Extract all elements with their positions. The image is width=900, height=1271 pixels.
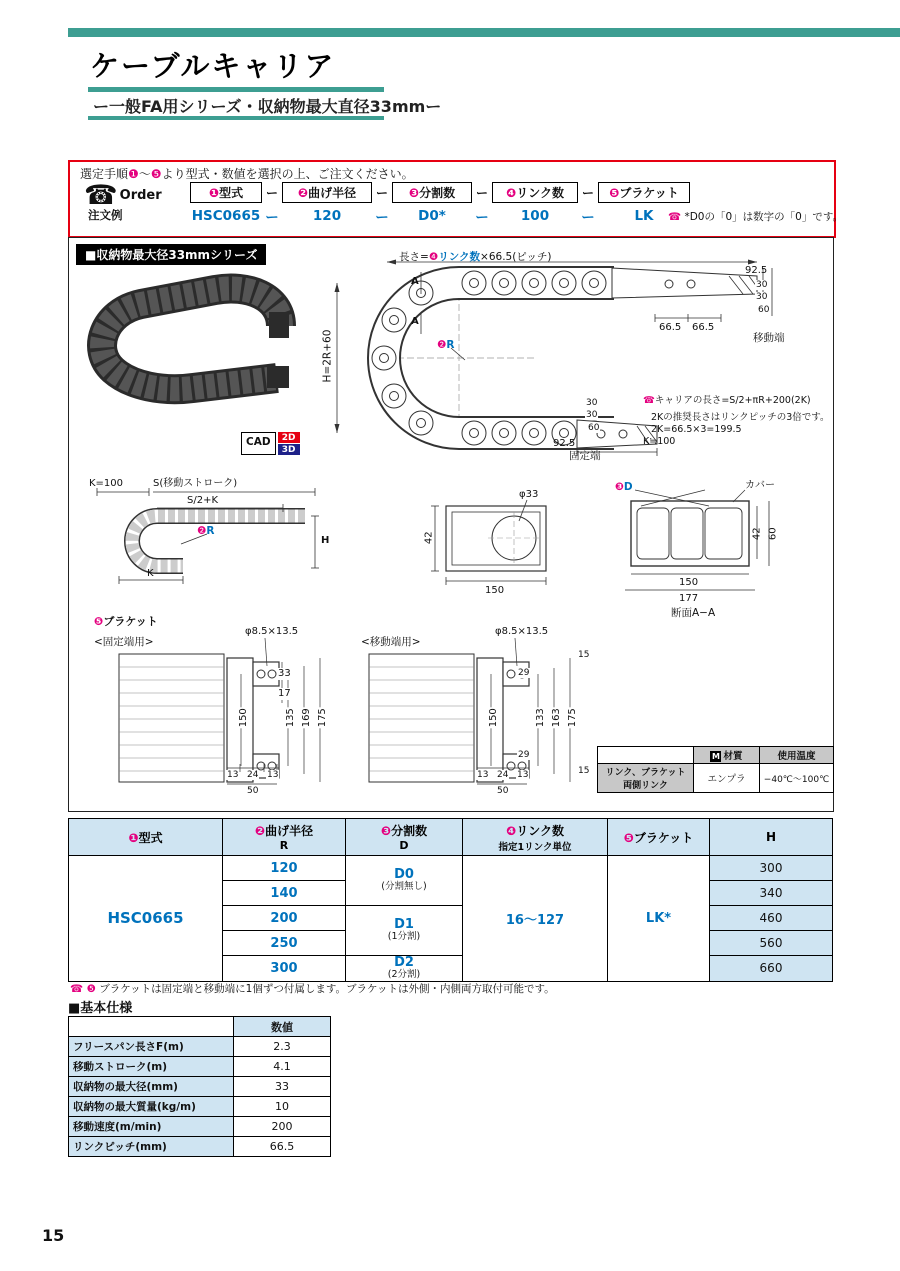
selection-table-header-row	[69, 819, 833, 856]
division-cell: D0 (分割無し)	[346, 856, 463, 906]
bracket-heading: ❺ブラケット	[94, 615, 158, 628]
dim-label: 150	[485, 585, 505, 596]
dim-label: 66.5	[692, 322, 715, 333]
circled-5: ❺	[623, 830, 634, 845]
dim-label: 24	[497, 770, 509, 780]
moving-end-label: 移動端	[753, 332, 785, 344]
dim-label: 13	[477, 770, 489, 780]
h-value-cell: 340	[710, 881, 833, 906]
dash: ー	[375, 185, 388, 200]
links-cell: 16〜127	[463, 856, 608, 982]
length-formula: 長さ=❹リンク数×66.5(ピッチ)	[399, 251, 552, 263]
field-label: 曲げ半径	[308, 185, 357, 200]
spec-value-header: 数値	[234, 1017, 331, 1037]
division-cell: D2 (2分割)	[346, 956, 463, 982]
spec-row	[69, 1097, 331, 1117]
section-caption: 断面A−A	[671, 607, 716, 619]
spec-label: フリースパン長さF(m)	[69, 1037, 234, 1057]
circled-3: ❸	[408, 185, 420, 200]
field-label: 分割数	[419, 185, 456, 200]
dim-label: 92.5	[553, 438, 576, 449]
circled-3: ❸	[380, 824, 392, 838]
page-title: ケーブルキャリア	[90, 49, 336, 83]
dim-label: 175	[316, 708, 328, 728]
radius-value-cell: 140	[223, 881, 346, 906]
radius-callout: ❷R	[197, 525, 215, 537]
hole-size-label: φ8.5×13.5	[495, 626, 549, 637]
radius-value-cell: 250	[223, 931, 346, 956]
order-instruction-pre: 選定手順	[80, 167, 129, 181]
dim-label: H	[321, 535, 330, 546]
order-value-model: HSC0665	[191, 208, 261, 224]
footnote-text: *D0の「0」は数字の「0」です。	[684, 211, 843, 223]
order-footnote	[668, 209, 843, 224]
temp-header-cell: 使用温度	[760, 747, 834, 764]
header-links: ❹リンク数 指定1リンク単位	[463, 819, 608, 856]
dim-label: 133	[534, 708, 546, 728]
dim-label: 15	[578, 766, 590, 776]
length-note-line2: 2Kの推奨長さはリンクピッチの3倍です。	[651, 412, 830, 423]
dim-label: 13	[227, 770, 239, 780]
phone-icon: ☎	[84, 180, 118, 211]
spec-value: 33	[234, 1077, 331, 1097]
h-formula-label: H=2R+60	[321, 329, 334, 383]
dim-label: 150	[487, 708, 499, 728]
spec-value: 66.5	[234, 1137, 331, 1157]
spec-row	[69, 1117, 331, 1137]
circled-3: ❸	[615, 481, 624, 493]
circled-5: ❺	[150, 167, 162, 181]
dim-label: 42	[751, 527, 763, 541]
bracket-cell: LK*	[608, 856, 710, 982]
spec-label: 移動速度(m/min)	[69, 1117, 234, 1137]
dim-label: 135	[284, 708, 296, 728]
circled-2: ❷	[437, 339, 447, 351]
circled-5: ❺	[86, 983, 96, 995]
h-value-cell: 560	[710, 931, 833, 956]
dim-label: 163	[550, 708, 562, 728]
order-phone-block	[84, 182, 188, 223]
dim-label: 30	[756, 292, 768, 302]
spec-row	[69, 1037, 331, 1057]
selection-table	[68, 818, 833, 982]
dim-label: 175	[566, 708, 578, 728]
order-value-bracket: LK	[634, 208, 654, 224]
title-rule-thick	[88, 87, 384, 92]
bracket-note-text: ブラケットは固定端と移動端に1個ずつ付属します。ブラケットは外側・内側両方取付可能です。	[99, 983, 555, 995]
order-instruction-post: より型式・数値を選択の上、ご注文ください。	[161, 167, 414, 181]
h-value-cell: 300	[710, 856, 833, 881]
temp-value: −40℃〜100℃	[760, 764, 834, 793]
material-data-row	[598, 764, 834, 793]
page-number: 15	[42, 1226, 65, 1245]
dim-label: 42	[423, 531, 435, 545]
radius-value-cell: 200	[223, 906, 346, 931]
dash: ー	[581, 185, 594, 200]
order-field-model	[190, 182, 262, 203]
order-value-links: 100	[520, 208, 550, 224]
fixed-end-bracket-label: <固定端用>	[94, 636, 154, 648]
spec-header-row	[69, 1017, 331, 1037]
stroke-label: S(移動ストローク)	[153, 478, 238, 489]
section-mark-a: A	[411, 276, 419, 287]
series-label: ■収納物最大径33mmシリーズ	[76, 244, 266, 265]
dash: ー	[581, 210, 595, 226]
order-field-division	[392, 182, 472, 203]
spec-value: 2.3	[234, 1037, 331, 1057]
dim-label: 50	[497, 786, 509, 796]
cad-2d-badge[interactable]: 2D	[278, 432, 300, 443]
moving-end-bracket-label: <移動端用>	[361, 636, 421, 648]
spec-label: 収納物の最大質量(kg/m)	[69, 1097, 234, 1117]
dim-label: 29	[518, 750, 530, 760]
spec-corner-cell	[69, 1017, 234, 1037]
field-label: 型式	[219, 185, 244, 200]
title-rule-thin	[88, 116, 384, 120]
field-label: リンク数	[516, 185, 564, 200]
header-radius: ❷曲げ半径 R	[223, 819, 346, 856]
dim-label: 50	[247, 786, 259, 796]
cad-badge: CAD	[241, 432, 276, 455]
top-accent-bar	[68, 28, 900, 37]
header-division: ❸分割数 D	[346, 819, 463, 856]
dim-label: 60	[758, 305, 770, 315]
header-bracket: ❺ブラケット	[608, 819, 710, 856]
spec-value: 4.1	[234, 1057, 331, 1077]
order-format-grid	[190, 180, 690, 228]
field-label: ブラケット	[619, 185, 679, 200]
dim-label: S/2+K	[187, 495, 219, 506]
spec-table	[68, 1016, 331, 1157]
material-corner-cell	[598, 747, 694, 764]
spec-row	[69, 1077, 331, 1097]
circled-2: ❷	[197, 525, 207, 537]
note-phone-icon: ☎	[643, 395, 655, 406]
tilde: 〜	[138, 167, 151, 181]
spec-label: リンクピッチ(mm)	[69, 1137, 234, 1157]
circled-1: ❶	[128, 167, 139, 181]
dim-label: 60	[588, 423, 600, 433]
h-value-cell: 460	[710, 906, 833, 931]
dim-label: 13	[267, 770, 279, 780]
order-value-division: D0*	[418, 208, 446, 224]
order-value-radius: 120	[312, 208, 342, 224]
cad-badges	[241, 432, 300, 455]
radius-value-cell: 300	[223, 956, 346, 982]
dim-label: K	[147, 568, 154, 579]
division-cell: D1 (1分割)	[346, 906, 463, 956]
material-row-label: リンク、ブラケット 両側リンク	[598, 764, 694, 793]
length-note-line4: K≒100	[643, 436, 676, 447]
dash: ー	[375, 210, 389, 226]
material-value: エンプラ	[694, 764, 760, 793]
circled-2: ❷	[254, 824, 266, 838]
dash: ー	[475, 210, 489, 226]
cover-label: カバー	[745, 480, 775, 491]
dim-label: 66.5	[659, 322, 682, 333]
dim-label: 17	[278, 688, 291, 699]
dim-label: 30	[586, 398, 598, 408]
table-row	[69, 856, 833, 881]
radius-callout: ❷R	[437, 339, 455, 351]
spec-heading: ■基本仕様	[68, 1001, 133, 1016]
cad-3d-badge[interactable]: 3D	[278, 444, 300, 455]
dim-label: 33	[278, 668, 291, 679]
dim-label: 15	[578, 650, 590, 660]
dim-label: 13	[517, 770, 529, 780]
spec-value: 10	[234, 1097, 331, 1117]
circled-1: ❶	[128, 830, 139, 845]
dash: ー	[265, 185, 278, 200]
dim-label: 150	[237, 708, 249, 728]
dim-label: 30	[586, 410, 598, 420]
order-example-box	[68, 160, 843, 238]
header-h: H	[710, 819, 833, 856]
dash: ー	[265, 210, 279, 226]
circled-4: ❹	[506, 185, 517, 200]
circled-2: ❷	[297, 185, 309, 200]
dim-label: K=100	[89, 478, 124, 489]
order-field-radius	[282, 182, 372, 203]
bracket-note	[70, 981, 555, 996]
note-phone-icon: ☎	[70, 983, 84, 995]
hole-size-label: φ8.5×13.5	[245, 626, 299, 637]
section-mark-a: A	[411, 316, 419, 327]
material-icon: M	[712, 752, 720, 761]
divider-callout: ❸D	[615, 481, 633, 493]
order-label-en: Order	[119, 188, 162, 203]
spec-value: 200	[234, 1117, 331, 1137]
length-note-line3: 2K=66.5×3=199.5	[651, 424, 742, 435]
dim-label: 150	[679, 577, 699, 588]
dash: ー	[475, 185, 488, 200]
circled-1: ❶	[208, 185, 220, 200]
circled-5: ❺	[609, 185, 620, 200]
spec-row	[69, 1057, 331, 1077]
material-header-row	[598, 747, 834, 764]
circled-5: ❺	[94, 615, 104, 628]
page-subtitle: ー一般FA用シリーズ・収納物最大直径33mmー	[93, 97, 442, 116]
spec-label: 収納物の最大径(mm)	[69, 1077, 234, 1097]
spec-row	[69, 1137, 331, 1157]
dim-label: 60	[767, 527, 779, 541]
order-field-bracket	[598, 182, 690, 203]
model-cell: HSC0665	[69, 856, 223, 982]
h-value-cell: 660	[710, 956, 833, 982]
circled-4: ❹	[506, 823, 517, 838]
header-model: ❶型式	[69, 819, 223, 856]
technical-drawing-area	[68, 237, 834, 812]
order-label-jp: 注文例	[88, 208, 123, 222]
dim-label: 169	[300, 708, 312, 728]
dim-label: 24	[247, 770, 259, 780]
circled-4: ❹	[428, 251, 439, 263]
dim-label: 92.5	[745, 265, 768, 276]
material-table	[597, 746, 834, 793]
fixed-end-label: 固定端	[569, 450, 601, 462]
dim-label: 30	[756, 280, 768, 290]
note-phone-icon: ☎	[668, 211, 682, 223]
material-header-cell: M 材質	[694, 747, 760, 764]
dim-label: 29	[518, 668, 530, 678]
dim-label: φ33	[519, 489, 539, 500]
spec-label: 移動ストローク(m)	[69, 1057, 234, 1077]
technical-line-art	[69, 238, 833, 811]
radius-value-cell: 120	[223, 856, 346, 881]
length-note-line1: ☎キャリアの長さ=S/2+πR+200(2K)	[643, 395, 811, 406]
order-field-links	[492, 182, 578, 203]
dim-label: 177	[679, 593, 699, 604]
